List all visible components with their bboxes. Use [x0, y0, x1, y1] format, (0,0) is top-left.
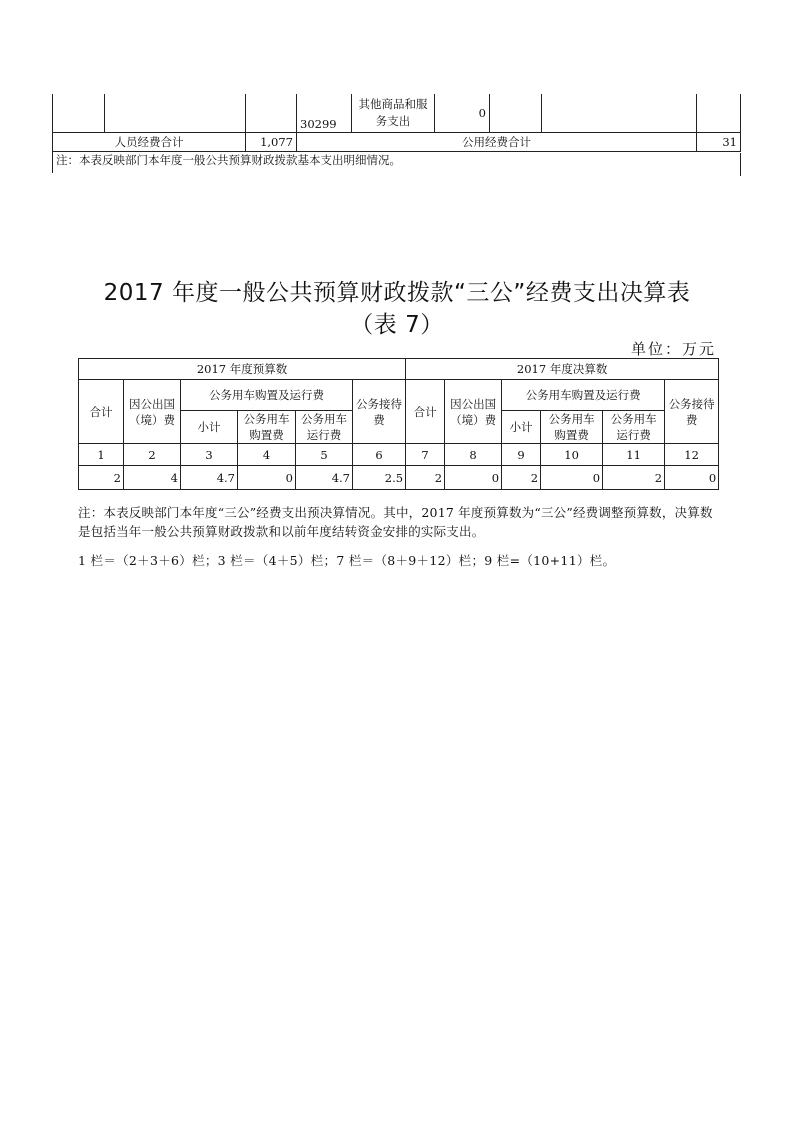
value-cell: 2 [79, 466, 124, 490]
personnel-total-label: 人员经费合计 [53, 133, 246, 152]
value-cell: 4 [124, 466, 181, 490]
final-header: 2017 年度决算数 [406, 359, 719, 380]
value-cell: 4.7 [181, 466, 238, 490]
value-cell: 2 [603, 466, 665, 490]
budget-vehicle-group-header: 公务用车购置及运行费 [181, 380, 353, 411]
column-number: 11 [603, 444, 665, 466]
table-footnote: 注：本表反映部门本年度“三公”经费支出预决算情况。其中，2017 年度预算数为“三公”经费调整预算数，决算数是包括当年一般公共预算财政拨款和以前年度结转资金安排的实际支出。 [78, 505, 713, 539]
budget-total-header: 合计 [79, 380, 124, 444]
value-cell: 2.5 [353, 466, 406, 490]
final-vehicle-group-header: 公务用车购置及运行费 [502, 380, 665, 411]
expense-value: 0 [435, 94, 490, 133]
column-number: 3 [181, 444, 238, 466]
column-number: 10 [541, 444, 603, 466]
value-row [79, 466, 719, 490]
value-cell: 0 [238, 466, 296, 490]
value-cell: 4.7 [296, 466, 353, 490]
final-total-header: 合计 [406, 380, 445, 444]
header-row-2 [79, 380, 719, 411]
unit-label: 单位：万元 [630, 340, 716, 358]
final-abroad-header: 因公出国（境）费 [445, 380, 502, 444]
value-cell: 2 [406, 466, 445, 490]
table-row [53, 94, 741, 133]
budget-purchase-header: 公务用车购置费 [238, 411, 296, 444]
table-border-fragment [740, 153, 741, 176]
budget-abroad-header: 因公出国（境）费 [124, 380, 181, 444]
three-public-expense-table [78, 358, 719, 490]
budget-subtotal-header: 小计 [181, 411, 238, 444]
column-number: 7 [406, 444, 445, 466]
final-reception-header: 公务接待费 [665, 380, 719, 444]
final-subtotal-header: 小计 [502, 411, 541, 444]
public-total-value: 31 [697, 133, 741, 152]
column-number: 2 [124, 444, 181, 466]
table-note: 注：本表反映部门本年度一般公共预算财政拨款基本支出明细情况。 [53, 152, 741, 174]
budget-operation-header: 公务用车运行费 [296, 411, 353, 444]
value-cell: 0 [665, 466, 719, 490]
column-number: 5 [296, 444, 353, 466]
column-number: 12 [665, 444, 719, 466]
header-row-1 [79, 359, 719, 380]
value-cell: 2 [502, 466, 541, 490]
final-operation-header: 公务用车运行费 [603, 411, 665, 444]
note-row [53, 152, 741, 174]
public-total-label: 公用经费合计 [297, 133, 697, 152]
column-number: 6 [353, 444, 406, 466]
column-number: 4 [238, 444, 296, 466]
personnel-total-value: 1,077 [246, 133, 297, 152]
totals-row [53, 133, 741, 152]
page-title: 2017 年度一般公共预算财政拨款“三公”经费支出决算表 [103, 280, 691, 306]
budget-header: 2017 年度预算数 [79, 359, 406, 380]
value-cell: 0 [541, 466, 603, 490]
column-number: 8 [445, 444, 502, 466]
basic-expense-table-continuation [52, 94, 741, 173]
value-cell: 0 [445, 466, 502, 490]
budget-reception-header: 公务接待费 [353, 380, 406, 444]
column-number-row [79, 444, 719, 466]
final-purchase-header: 公务用车购置费 [541, 411, 603, 444]
column-number: 9 [502, 444, 541, 466]
expense-name: 其他商品和服务支出 [352, 94, 435, 133]
column-number: 1 [79, 444, 124, 466]
page-subtitle: （表 7） [350, 312, 444, 338]
column-formula-note: 1 栏＝（2＋3＋6）栏；3 栏＝（4＋5）栏；7 栏＝（8＋9＋12）栏；9 栏=（10+11）栏。 [78, 553, 616, 568]
expense-code: 30299 [297, 94, 352, 133]
